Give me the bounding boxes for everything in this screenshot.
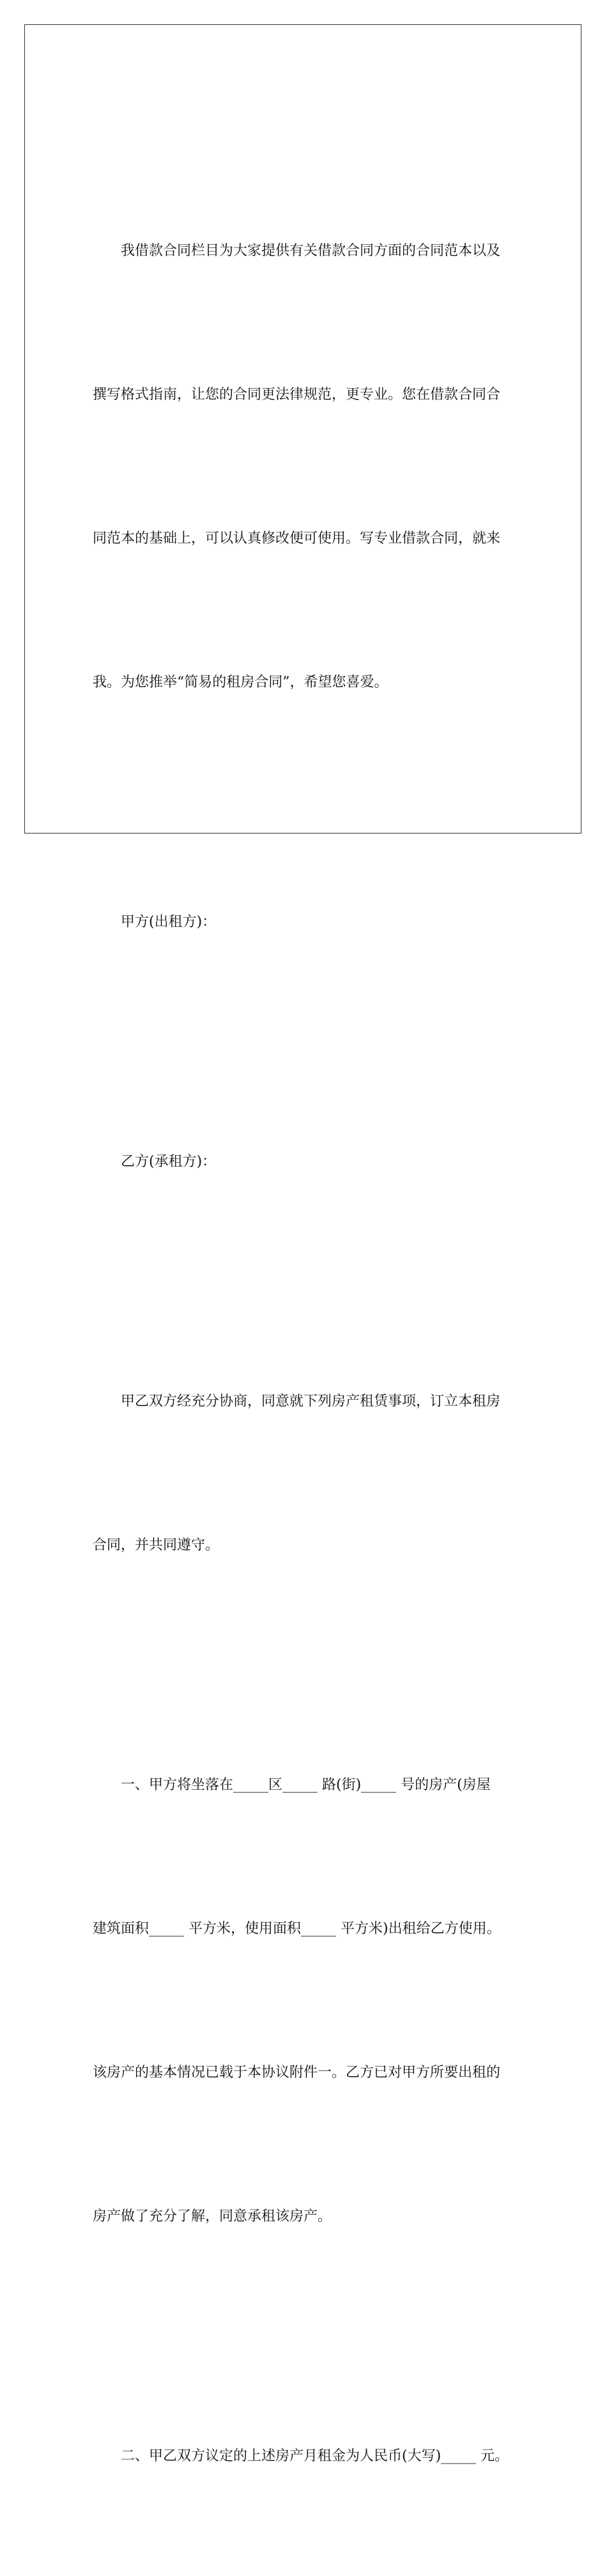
document-body	[93, 131, 514, 2576]
intro-paragraph	[93, 131, 514, 802]
party-a-line	[93, 802, 514, 1042]
text-line: 房产做了充分了解，同意承租该房产。	[93, 2208, 332, 2224]
text-line: 一、甲方将坐落在_____区_____ 路(街)_____ 号的房产(房屋	[121, 1777, 491, 1793]
clause-2	[93, 2336, 514, 2576]
text-line: 合同，并共同遵守。	[93, 1537, 220, 1553]
text-line: 甲方(出租方)：	[121, 914, 217, 930]
text-line: 撰写格式指南，让您的合同更法律规范，更专业。您在借款合同合	[93, 387, 501, 403]
text-line: 同范本的基础上，可以认真修改便可使用。写专业借款合同，就来	[93, 531, 501, 547]
text-line: 该房产的基本情况已载于本协议附件一。乙方已对甲方所要出租的	[93, 2065, 501, 2081]
text-line: 甲乙双方经充分协商，同意就下列房产租赁事项，订立本租房	[121, 1393, 501, 1409]
text-line: 我。为您推举“简易的租房合同”，希望您喜爱。	[93, 674, 388, 690]
text-line: 二、甲乙双方议定的上述房产月租金为人民币(大写)_____ 元。	[121, 2448, 509, 2464]
agreement-paragraph	[93, 1282, 514, 1665]
text-line: 建筑面积_____ 平方米，使用面积_____ 平方米)出租给乙方使用。	[93, 1921, 501, 1937]
text-line: 乙方(承租方)：	[121, 1154, 217, 1170]
party-b-line	[93, 1042, 514, 1282]
text-line: 我借款合同栏目为大家提供有关借款合同方面的合同范本以及	[121, 243, 501, 259]
clause-1	[93, 1665, 514, 2336]
